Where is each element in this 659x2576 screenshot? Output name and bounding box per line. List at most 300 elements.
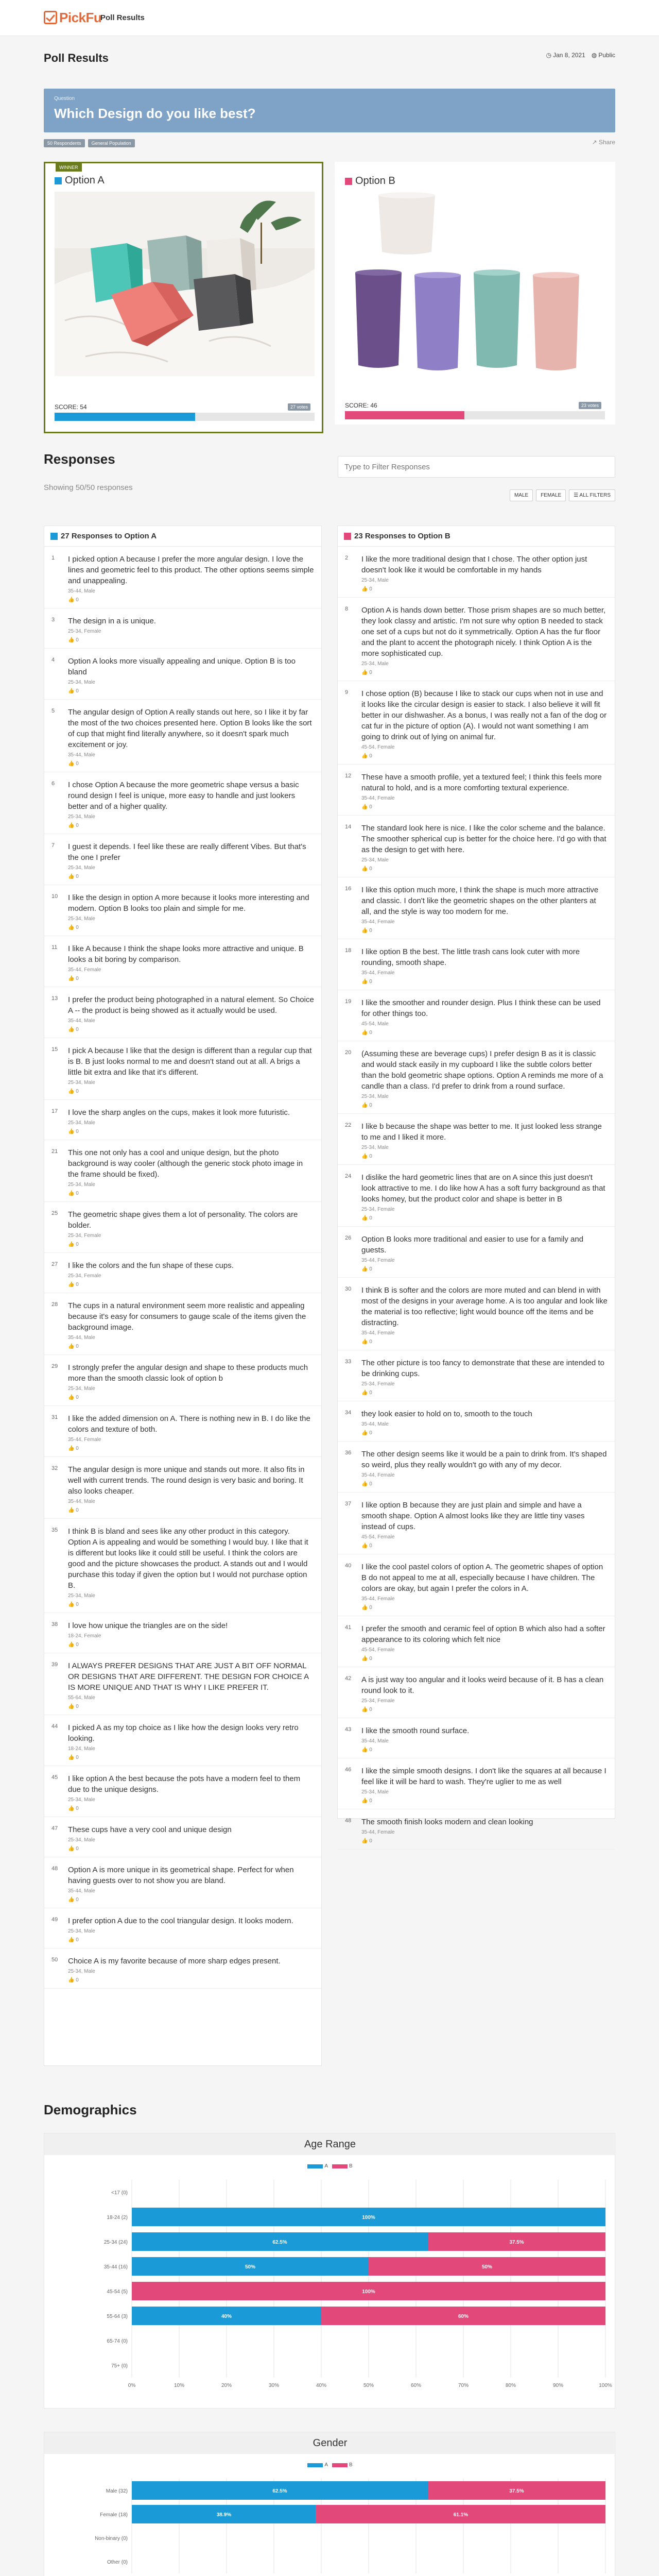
thumbs-up-icon: 👍 xyxy=(361,1481,368,1487)
option-a-score xyxy=(55,403,87,411)
response-text: I think B is bland and sees like any other product in this category. Option A is appealing and would be something I would buy. I like that it is different but looks like it could still be useful. I think the colors are good and the picture showcases the product. A stands out and I would purchase this today if given the option but I would not purchase option B. xyxy=(68,1527,308,1590)
response-text: The smooth finish looks modern and clean looking xyxy=(361,1818,533,1826)
response-number: 49 xyxy=(51,1917,58,1923)
age-legend-a xyxy=(307,2163,328,2169)
option-a-votes-badge: 27 votes xyxy=(288,403,310,411)
female-filter-button[interactable]: FEMALE xyxy=(536,489,566,501)
like-count: 0 xyxy=(76,761,79,767)
response-text: The angular design is more unique and stands out more. It also fits in well with current trends. The round design is very basic and boring. It also looks cheaper. xyxy=(68,1465,305,1496)
like-button[interactable] xyxy=(68,1446,314,1451)
like-button[interactable] xyxy=(361,1339,608,1345)
response-item xyxy=(338,1809,615,1850)
response-number: 27 xyxy=(51,1261,58,1267)
gender-chart-svg xyxy=(44,2473,616,2576)
response-item xyxy=(338,877,615,939)
response-number: 17 xyxy=(51,1108,58,1114)
share-icon: ↗ xyxy=(592,139,597,146)
response-number: 43 xyxy=(345,1726,352,1733)
response-text: I ALWAYS PREFER DESIGNS THAT ARE JUST A BIT OFF NORMAL OR DESIGNS THAT ARE DIFFERENT. THE DESIGN FOR CHOICE A IS MORE UNIQUE AND THAT IS WHY I LIKE PREFER IT. xyxy=(68,1662,309,1692)
response-item xyxy=(338,939,615,990)
like-button[interactable] xyxy=(68,1282,314,1287)
like-count: 0 xyxy=(369,670,372,675)
bar-data-label: 62.5% xyxy=(272,2488,287,2494)
thumbs-up-icon: 👍 xyxy=(361,1605,368,1611)
like-button[interactable] xyxy=(361,1215,608,1221)
like-count: 0 xyxy=(369,1390,372,1396)
response-item xyxy=(338,1165,615,1227)
bar-data-label: 37.5% xyxy=(509,2488,524,2494)
like-button[interactable] xyxy=(361,1154,608,1159)
like-button[interactable] xyxy=(361,1266,608,1272)
y-category-label: <17 (0) xyxy=(111,2190,128,2196)
poll-tags xyxy=(44,139,135,147)
like-button[interactable] xyxy=(68,1191,314,1196)
like-button[interactable] xyxy=(361,586,608,592)
like-button[interactable] xyxy=(68,637,314,643)
response-text: I chose Option A because the more geometric shape versus a basic round design I feel is unique, more easy to handle and just lookers better and of a higher quality. xyxy=(68,781,299,811)
response-text: I like option B because they are just plain and simple and have a smooth shape. Option A almost looks like they are little tiny vases instead of cups. xyxy=(361,1501,585,1531)
response-number: 28 xyxy=(51,1301,58,1308)
respondent-demographics: 45-54, Male xyxy=(361,1021,389,1027)
thumbs-up-icon: 👍 xyxy=(68,823,75,828)
thumbs-up-icon: 👍 xyxy=(68,1089,75,1094)
gender-chart-legend xyxy=(44,2462,616,2468)
thumbs-up-icon: 👍 xyxy=(68,1977,75,1983)
responses-heading: Responses xyxy=(44,451,115,467)
response-number: 10 xyxy=(51,893,58,900)
like-button[interactable] xyxy=(68,1704,314,1709)
like-count: 0 xyxy=(76,1395,79,1400)
option-b-card[interactable] xyxy=(335,162,615,425)
respondent-demographics: 35-44, Female xyxy=(361,919,395,925)
thumbs-up-icon: 👍 xyxy=(68,925,75,930)
like-count: 0 xyxy=(369,1798,372,1804)
responses-count: Showing 50/50 responses xyxy=(44,483,133,492)
response-number: 30 xyxy=(345,1286,352,1292)
thumbs-up-icon: 👍 xyxy=(68,1507,75,1513)
response-number: 41 xyxy=(345,1624,352,1631)
thumbs-up-icon: 👍 xyxy=(361,1103,368,1108)
like-button[interactable] xyxy=(361,1430,608,1436)
option-a-image[interactable] xyxy=(55,192,315,376)
respondent-demographics: 25-34, Female xyxy=(68,1273,101,1279)
like-count: 0 xyxy=(369,1838,372,1844)
option-a-responses-title: 27 Responses to Option A xyxy=(61,532,157,540)
x-tick-label: 50% xyxy=(363,2383,374,2388)
response-item xyxy=(44,885,321,936)
response-text: These cups have a very cool and unique design xyxy=(68,1825,232,1834)
response-item xyxy=(44,1519,321,1613)
nav-title: Poll Results xyxy=(100,13,145,22)
respondent-demographics: 18-24, Female xyxy=(68,1633,101,1639)
like-count: 0 xyxy=(369,1605,372,1611)
response-text: I chose option (B) because I like to stack our cups when not in use and it looks like the circular design is easier to stack. I also believe it will fit better in our dishwasher. As a bonus, I was really not a fan of the dog or cat fur in the picture of option (A). I would not want something I am going to drink out of lying on animal fur. xyxy=(361,689,607,741)
like-button[interactable] xyxy=(361,1605,608,1611)
response-number: 9 xyxy=(345,689,349,696)
response-text: I think B is softer and the colors are more muted and can blend in with most of the designs in your average home. A is too angular and look like the material is too reflective; light would bounce off the items and be distracting. xyxy=(361,1286,608,1327)
response-item xyxy=(338,990,615,1041)
respondent-demographics: 35-44, Female xyxy=(361,1829,395,1835)
respondent-demographics: 35-44, Female xyxy=(361,970,395,976)
like-button[interactable] xyxy=(68,976,314,981)
y-category-label: 18-24 (2) xyxy=(107,2215,128,2221)
x-tick-label: 20% xyxy=(221,2383,232,2388)
option-b-responses-list xyxy=(338,547,615,1850)
like-button[interactable] xyxy=(68,1089,314,1094)
response-item xyxy=(338,1758,615,1809)
response-text: A is just way too angular and it looks weird because of it. B has a clean round look to it. xyxy=(361,1675,604,1695)
response-number: 18 xyxy=(345,947,352,954)
thumbs-up-icon: 👍 xyxy=(68,1395,75,1400)
gender-legend-a-label: A xyxy=(324,2462,328,2468)
gender-legend-a xyxy=(307,2462,328,2468)
y-category-label: 35-44 (16) xyxy=(103,2264,128,2270)
response-number: 29 xyxy=(51,1363,58,1369)
like-button[interactable] xyxy=(361,1838,608,1844)
y-category-label: 65-74 (0) xyxy=(107,2338,128,2344)
like-button[interactable] xyxy=(68,1602,314,1607)
visibility-meta xyxy=(592,52,615,59)
like-count: 0 xyxy=(76,1344,79,1349)
like-button[interactable] xyxy=(68,597,314,603)
respondent-demographics: 35-44, Female xyxy=(361,1330,395,1336)
question-label: Question xyxy=(54,96,75,101)
response-number: 8 xyxy=(345,606,349,612)
like-button[interactable] xyxy=(68,1129,314,1134)
response-item xyxy=(44,1355,321,1406)
option-a-score-label: SCORE: xyxy=(55,403,79,411)
response-number: 20 xyxy=(345,1049,352,1056)
respondent-demographics: 25-34, Male xyxy=(361,578,389,583)
filter-responses-input[interactable] xyxy=(338,456,615,478)
response-text: I like the smoother and rounder design. Plus I think these can be used for other things too. xyxy=(361,998,601,1018)
response-text: The cups in a natural environment seem more realistic and appealing because it's easy for consumers to gauge scale of the items given the background image. xyxy=(68,1301,306,1332)
thumbs-up-icon: 👍 xyxy=(361,1430,368,1436)
respondent-demographics: 25-34, Male xyxy=(68,1797,95,1803)
response-number: 3 xyxy=(51,617,55,623)
like-count: 0 xyxy=(76,925,79,930)
thumbs-up-icon: 👍 xyxy=(361,1390,368,1396)
respondent-demographics: 35-44, Female xyxy=(361,1258,395,1263)
like-button[interactable] xyxy=(68,1642,314,1648)
thumbs-up-icon: 👍 xyxy=(68,637,75,643)
option-a-responses-list xyxy=(44,547,321,1989)
response-item xyxy=(44,834,321,885)
pickfu-logo[interactable] xyxy=(44,8,101,27)
like-count: 0 xyxy=(369,753,372,759)
response-item xyxy=(338,1442,615,1493)
like-button[interactable] xyxy=(68,1937,314,1943)
option-a-responses-header xyxy=(44,526,321,547)
like-count: 0 xyxy=(369,979,372,985)
like-button[interactable] xyxy=(68,1755,314,1760)
thumbs-up-icon: 👍 xyxy=(68,1602,75,1607)
respondent-demographics: 25-34, Male xyxy=(68,1080,95,1086)
response-item xyxy=(44,936,321,987)
page-title: Poll Results xyxy=(44,52,109,64)
respondent-demographics: 35-44, Female xyxy=(68,1437,101,1443)
male-filter-button[interactable]: MALE xyxy=(510,489,533,501)
like-count: 0 xyxy=(76,597,79,603)
option-b-image[interactable] xyxy=(345,190,605,375)
respondent-demographics: 25-34, Male xyxy=(361,1145,389,1150)
response-number: 37 xyxy=(345,1501,352,1507)
age-legend-b-label: B xyxy=(349,2163,353,2169)
like-count: 0 xyxy=(76,1242,79,1247)
response-number: 2 xyxy=(345,555,349,561)
response-text: The standard look here is nice. I like the color scheme and the balance. The smoother spherical cup is better for the choice here. I'd go with that as the design to get with here. xyxy=(361,824,606,854)
like-button[interactable] xyxy=(361,1543,608,1549)
response-text: I prefer option A due to the cool triangular design. It looks modern. xyxy=(68,1917,293,1925)
response-text: I prefer the product being photographed in a natural element. So Choice A -- the product is being showed as it actually would be used. xyxy=(68,995,314,1015)
x-tick-label: 0% xyxy=(128,2383,136,2388)
respondent-demographics: 35-44, Female xyxy=(361,1596,395,1602)
response-number: 7 xyxy=(51,842,55,849)
response-item xyxy=(338,1401,615,1442)
like-count: 0 xyxy=(369,928,372,934)
question-text: Which Design do you like best? xyxy=(54,106,256,121)
like-count: 0 xyxy=(76,637,79,643)
like-count: 0 xyxy=(76,1806,79,1811)
like-button[interactable] xyxy=(361,928,608,934)
response-number: 21 xyxy=(51,1148,58,1155)
response-item xyxy=(338,1114,615,1165)
response-item xyxy=(44,1293,321,1355)
like-count: 0 xyxy=(369,586,372,592)
like-button[interactable] xyxy=(68,1395,314,1400)
thumbs-up-icon: 👍 xyxy=(361,928,368,934)
option-b-swatch xyxy=(345,178,352,185)
audience-tag[interactable]: General Population xyxy=(88,139,135,147)
response-number: 48 xyxy=(345,1818,352,1824)
demographics-heading: Demographics xyxy=(44,2102,137,2117)
thumbs-up-icon: 👍 xyxy=(68,1191,75,1196)
response-item xyxy=(44,1766,321,1817)
date-meta xyxy=(546,52,585,59)
like-count: 0 xyxy=(76,1446,79,1451)
respondent-demographics: 25-34, Female xyxy=(68,1233,101,1239)
like-count: 0 xyxy=(76,1846,79,1852)
like-button[interactable] xyxy=(68,688,314,694)
respondent-demographics: 35-44, Male xyxy=(361,1421,389,1427)
like-button[interactable] xyxy=(68,1242,314,1247)
like-count: 0 xyxy=(369,1656,372,1662)
like-button[interactable] xyxy=(68,1977,314,1983)
thumbs-up-icon: 👍 xyxy=(68,1242,75,1247)
thumbs-up-icon: 👍 xyxy=(361,1215,368,1221)
response-text: I like the colors and the fun shape of these cups. xyxy=(68,1261,234,1270)
response-number: 25 xyxy=(51,1210,58,1216)
thumbs-up-icon: 👍 xyxy=(68,874,75,879)
like-button[interactable] xyxy=(68,925,314,930)
response-text: The angular design of Option A really stands out here, so I like it by far the most of the two choices presented here. Option B looks like the sort of cup that might find literally anywhere, so it doesn't spark much excitement or joy. xyxy=(68,708,312,749)
bar-data-label: 100% xyxy=(362,2215,375,2221)
respondent-demographics: 25-34, Male xyxy=(68,1928,95,1934)
like-count: 0 xyxy=(76,1704,79,1709)
like-button[interactable] xyxy=(361,804,608,810)
like-button[interactable] xyxy=(68,874,314,879)
age-range-chart xyxy=(44,2133,615,2409)
age-chart-legend xyxy=(44,2163,616,2169)
option-b-score xyxy=(345,402,377,409)
thumbs-up-icon: 👍 xyxy=(361,804,368,810)
option-b-score-fill xyxy=(345,411,464,419)
like-count: 0 xyxy=(76,1282,79,1287)
respondent-demographics: 25-34, Male xyxy=(68,1837,95,1843)
like-count: 0 xyxy=(76,1755,79,1760)
thumbs-up-icon: 👍 xyxy=(361,1747,368,1753)
x-tick-label: 90% xyxy=(552,2383,564,2388)
thumbs-up-icon: 👍 xyxy=(361,586,368,592)
gender-legend-b-label: B xyxy=(349,2462,353,2468)
respondent-demographics: 25-34, Female xyxy=(361,1381,395,1387)
bar-data-label: 62.5% xyxy=(272,2240,287,2245)
response-number: 4 xyxy=(51,657,55,663)
response-text: The other design seems like it would be a pain to drink from. It's shaped so weird, plus they really wouldn't go with any of my decor. xyxy=(361,1450,607,1469)
option-a-name: Option A xyxy=(65,175,105,186)
like-count: 0 xyxy=(369,1339,372,1345)
response-item xyxy=(338,547,615,598)
bar-data-label: 40% xyxy=(221,2314,232,2319)
like-button[interactable] xyxy=(361,1103,608,1108)
response-text: I like the cool pastel colors of option A. The geometric shapes of option B do not appeal to me at all, especially because I have children. The colors are okay, but again I prefer the colors in A. xyxy=(361,1563,603,1593)
response-number: 15 xyxy=(51,1046,58,1053)
like-count: 0 xyxy=(76,1977,79,1983)
share-button[interactable] xyxy=(592,139,615,146)
response-number: 19 xyxy=(345,998,352,1005)
like-button[interactable] xyxy=(68,823,314,828)
like-button[interactable] xyxy=(361,979,608,985)
thumbs-up-icon: 👍 xyxy=(68,1282,75,1287)
thumbs-up-icon: 👍 xyxy=(361,979,368,985)
bar-data-label: 50% xyxy=(481,2264,493,2270)
all-filters-button[interactable] xyxy=(569,489,615,501)
response-item xyxy=(44,649,321,700)
thumbs-up-icon: 👍 xyxy=(361,1266,368,1272)
like-button[interactable] xyxy=(68,1344,314,1349)
y-category-label: 25-34 (24) xyxy=(103,2240,128,2245)
response-text: Option B looks more traditional and easier to use for a family and guests. xyxy=(361,1235,584,1255)
response-item xyxy=(338,1227,615,1278)
respondent-demographics: 35-44, Male xyxy=(68,588,95,594)
respondent-demographics: 35-44, Male xyxy=(68,1499,95,1504)
x-tick-label: 10% xyxy=(174,2383,185,2388)
bar-data-label: 50% xyxy=(245,2264,256,2270)
respondent-demographics: 35-44, Male xyxy=(68,1888,95,1894)
age-legend-b xyxy=(332,2163,353,2169)
respondent-demographics: 25-34, Male xyxy=(68,865,95,871)
response-number: 1 xyxy=(51,555,55,561)
like-button[interactable] xyxy=(68,1507,314,1513)
thumbs-up-icon: 👍 xyxy=(68,1806,75,1811)
like-button[interactable] xyxy=(361,670,608,675)
response-item xyxy=(338,681,615,765)
checkbox-logo-icon xyxy=(44,11,57,24)
like-button[interactable] xyxy=(361,1390,608,1396)
response-item xyxy=(338,1493,615,1554)
like-button[interactable] xyxy=(68,761,314,767)
age-chart-title: Age Range xyxy=(44,2133,616,2155)
response-number: 48 xyxy=(51,1866,58,1872)
respondents-tag[interactable]: 50 Respondents xyxy=(44,139,85,147)
thumbs-up-icon: 👍 xyxy=(68,761,75,767)
like-button[interactable] xyxy=(361,753,608,759)
option-b-votes-badge: 23 votes xyxy=(579,402,601,409)
response-item xyxy=(44,547,321,608)
like-count: 0 xyxy=(369,1543,372,1549)
response-text: I strongly prefer the angular design and shape to these products much more than the smooth classic look of option b xyxy=(68,1363,308,1383)
question-banner xyxy=(44,89,615,132)
like-button[interactable] xyxy=(361,1707,608,1713)
response-text: I guest it depends. I feel like these are really different Vibes. But that's the one I prefer xyxy=(68,842,306,862)
response-number: 22 xyxy=(345,1122,352,1128)
thumbs-up-icon: 👍 xyxy=(68,976,75,981)
like-button[interactable] xyxy=(68,1846,314,1852)
poll-visibility: Public xyxy=(598,52,615,59)
like-button[interactable] xyxy=(361,1747,608,1753)
response-item xyxy=(44,1613,321,1653)
response-text: I like the smooth round surface. xyxy=(361,1726,470,1735)
like-button[interactable] xyxy=(361,1030,608,1036)
like-button[interactable] xyxy=(68,1897,314,1903)
response-item xyxy=(44,1140,321,1202)
option-b-cups-illustration xyxy=(345,190,605,375)
response-number: 45 xyxy=(51,1774,58,1781)
all-filters-label: ALL FILTERS xyxy=(579,493,611,498)
response-text: I like the simple smooth designs. I don't like the squares at all because I feel like it will be hard to wash. They're uglier to me as well xyxy=(361,1767,606,1786)
thumbs-up-icon: 👍 xyxy=(68,1344,75,1349)
option-a-responses-column xyxy=(44,526,322,2066)
response-text: I like option A the best because the pots have a modern feel to them due to the unique designs. xyxy=(68,1774,301,1794)
response-text: I like this option much more, I think the shape is much more attractive and classic. I don't like the geometric shapes on the other planters at all, and the style is way too modern for me. xyxy=(361,886,599,916)
bar-data-label: 38.9% xyxy=(216,2512,232,2518)
like-button[interactable] xyxy=(361,1656,608,1662)
thumbs-up-icon: 👍 xyxy=(68,1846,75,1852)
like-button[interactable] xyxy=(68,1806,314,1811)
like-count: 0 xyxy=(76,1191,79,1196)
x-tick-label: 70% xyxy=(458,2383,469,2388)
like-button[interactable] xyxy=(361,1481,608,1487)
bar-data-label: 60% xyxy=(458,2314,469,2319)
option-a-score-value: 54 xyxy=(80,403,87,411)
response-number: 32 xyxy=(51,1465,58,1471)
like-count: 0 xyxy=(369,866,372,872)
respondent-demographics: 25-34, Male xyxy=(361,661,389,667)
like-count: 0 xyxy=(76,823,79,828)
respondent-demographics: 18-24, Male xyxy=(68,1746,95,1752)
top-navbar xyxy=(0,0,659,36)
thumbs-up-icon: 👍 xyxy=(361,1339,368,1345)
respondent-demographics: 35-44, Male xyxy=(361,1738,389,1744)
like-count: 0 xyxy=(369,1030,372,1036)
like-count: 0 xyxy=(76,1089,79,1094)
age-legend-a-label: A xyxy=(324,2163,328,2169)
x-tick-label: 60% xyxy=(410,2383,422,2388)
option-b-score-bar xyxy=(345,411,605,419)
option-a-card[interactable] xyxy=(44,162,323,433)
like-button[interactable] xyxy=(361,1798,608,1804)
like-button[interactable] xyxy=(68,1027,314,1032)
like-button[interactable] xyxy=(361,866,608,872)
response-text: Choice A is my favorite because of more sharp edges present. xyxy=(68,1957,281,1965)
y-category-label: 45-54 (5) xyxy=(107,2289,128,2295)
thumbs-up-icon: 👍 xyxy=(361,1798,368,1804)
response-text: Option A looks more visually appealing and unique. Option B is too bland xyxy=(68,657,296,676)
response-text: I prefer the smooth and ceramic feel of option B which also had a softer appearance to its coloring which felt nice xyxy=(361,1624,605,1644)
response-number: 14 xyxy=(345,824,352,830)
globe-icon: ◍ xyxy=(591,52,597,59)
respondent-demographics: 25-34, Male xyxy=(68,1182,95,1188)
